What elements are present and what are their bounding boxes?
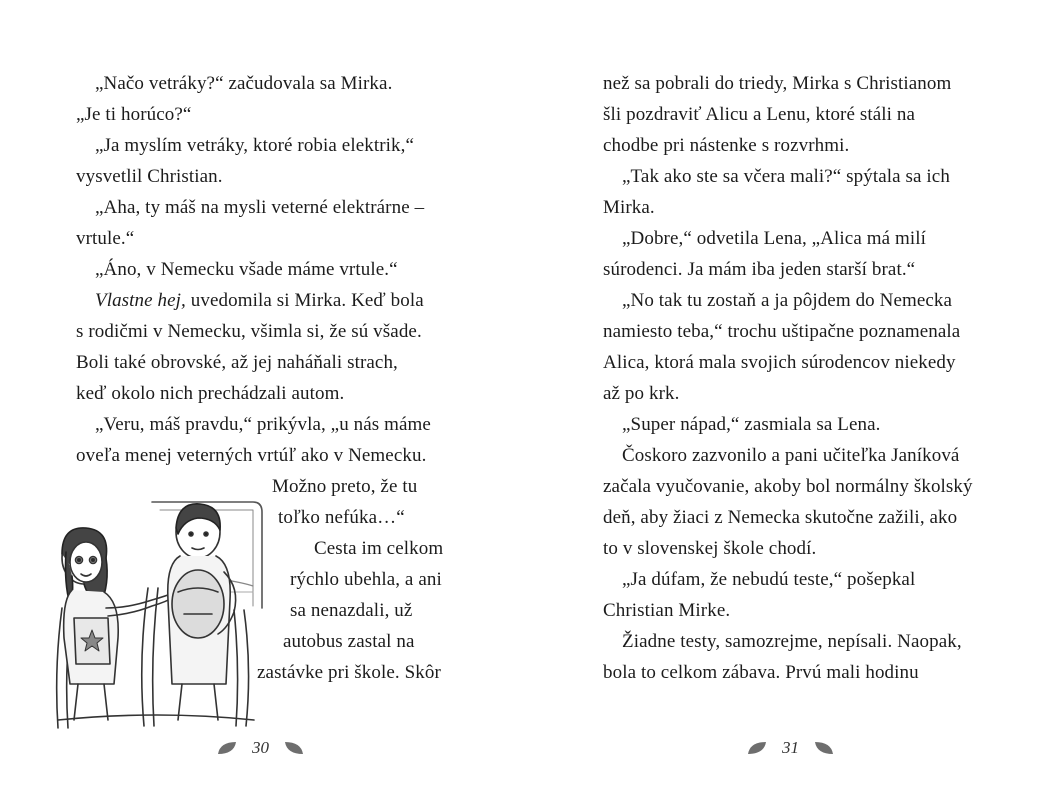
text-line: Čoskoro zazvonilo a pani učiteľka Janíková <box>622 445 960 466</box>
children-on-bus-illustration <box>48 488 266 738</box>
text-line: toľko nefúka…“ <box>278 507 405 528</box>
text-line-rest: uvedomila si Mirka. Keď bola <box>190 290 424 311</box>
text-line: rýchlo ubehla, a ani <box>290 569 442 590</box>
text-line: až po krk. <box>603 383 680 404</box>
text-line: keď okolo nich prechádzali autom. <box>76 383 345 404</box>
leaf-icon <box>746 740 768 756</box>
text-line: sa nenazdali, už <box>290 600 413 621</box>
text-line: „Áno, v Nemecku všade máme vrtule.“ <box>95 259 398 280</box>
text-line <box>95 289 424 313</box>
text-line: to v slovenskej škole chodí. <box>603 538 817 559</box>
leaf-icon <box>216 740 238 756</box>
text-line: „Načo vetráky?“ začudovala sa Mirka. <box>95 73 393 94</box>
text-line: než sa pobrali do triedy, Mirka s Christianom <box>603 73 952 94</box>
text-line: vysvetlil Christian. <box>76 166 223 187</box>
text-line: „No tak tu zostaň a ja pôjdem do Nemecka <box>622 290 953 311</box>
text-line: „Dobre,“ odvetila Lena, „Alica má milí <box>622 228 926 249</box>
text-line: „Je ti horúco?“ <box>76 104 192 125</box>
text-line: „Veru, máš pravdu,“ prikývla, „u nás máme <box>95 414 431 435</box>
text-line: autobus zastal na <box>283 631 415 652</box>
text-line: vrtule.“ <box>76 228 135 249</box>
text-line: Mirka. <box>603 197 655 218</box>
text-line: namiesto teba,“ trochu uštipačne poznamenala <box>603 321 961 342</box>
page-footer <box>216 734 305 762</box>
text-line: chodbe pri nástenke s rozvrhmi. <box>603 135 850 156</box>
text-line: šli pozdraviť Alicu a Lenu, ktoré stáli na <box>603 104 916 125</box>
text-line: „Ja myslím vetráky, ktoré robia elektrik,“ <box>95 135 414 156</box>
text-line: deň, aby žiaci z Nemecka skutočne zažili, ako <box>603 507 958 528</box>
text-line: súrodenci. Ja mám iba jeden starší brat.“ <box>603 259 916 280</box>
page-number: 30 <box>252 738 269 757</box>
text-line: Alica, ktorá mala svojich súrodencov niekedy <box>603 352 956 373</box>
text-line: Žiadne testy, samozrejme, nepísali. Naopak, <box>622 631 962 652</box>
text-line: začala vyučovanie, akoby bol normálny školský <box>603 476 973 497</box>
page-footer <box>746 734 835 762</box>
page-number: 31 <box>782 738 799 757</box>
text-line: Christian Mirke. <box>603 600 731 621</box>
text-line: Boli také obrovské, až jej naháňali strach, <box>76 352 398 373</box>
italic-phrase: Vlastne hej, <box>95 290 186 311</box>
right-page <box>530 0 1059 800</box>
leaf-icon <box>813 740 835 756</box>
text-line: bola to celkom zábava. Prvú mali hodinu <box>603 662 919 683</box>
text-line: s rodičmi v Nemecku, všimla si, že sú všade. <box>76 321 422 342</box>
text-line: „Super nápad,“ zasmiala sa Lena. <box>622 414 881 435</box>
text-line: Cesta im celkom <box>314 538 444 559</box>
text-line: Možno preto, že tu <box>272 476 418 497</box>
text-line: zastávke pri škole. Skôr <box>257 662 441 683</box>
text-line: „Aha, ty máš na mysli veterné elektrárne – <box>95 197 425 218</box>
text-line: „Ja dúfam, že nebudú teste,“ pošepkal <box>622 569 916 590</box>
text-line: oveľa menej veterných vrtúľ ako v Nemecku. <box>76 445 427 466</box>
text-line: „Tak ako ste sa včera mali?“ spýtala sa ich <box>622 166 950 187</box>
leaf-icon <box>283 740 305 756</box>
